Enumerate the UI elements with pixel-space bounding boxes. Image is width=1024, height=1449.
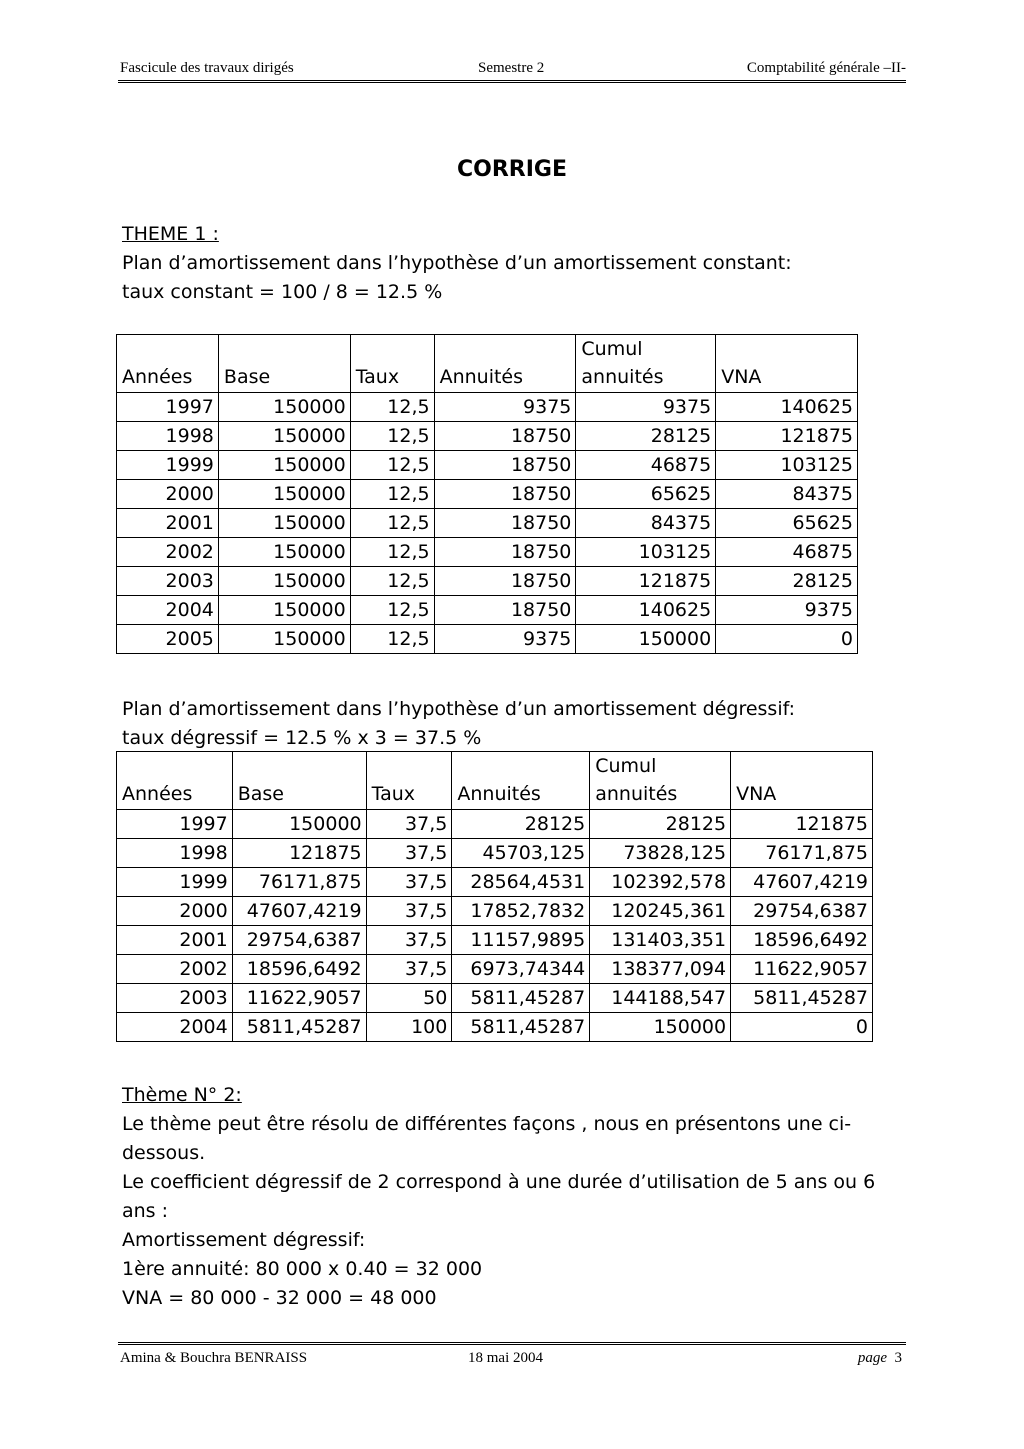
table-cell: 11157,9895 xyxy=(452,926,590,955)
table-cell: 2003 xyxy=(117,567,219,596)
header-right: Comptabilité générale –II- xyxy=(746,60,906,76)
table-cell: 150000 xyxy=(218,422,350,451)
table-cell: 150000 xyxy=(590,1013,731,1042)
footer-rule xyxy=(118,1342,906,1345)
table-cell: 50 xyxy=(366,984,452,1013)
table-cell: 100 xyxy=(366,1013,452,1042)
table-row xyxy=(117,538,858,567)
table-cell: 121875 xyxy=(731,810,873,839)
table-cell: 84375 xyxy=(716,480,858,509)
table-row xyxy=(117,897,873,926)
table-cell: 0 xyxy=(731,1013,873,1042)
table-row xyxy=(117,596,858,625)
col-base: Base xyxy=(232,752,366,810)
table-cell: 12,5 xyxy=(350,509,434,538)
table-degressif xyxy=(116,751,873,1042)
table-cell: 5811,45287 xyxy=(731,984,873,1013)
table-row xyxy=(117,567,858,596)
page-title: CORRIGE xyxy=(457,157,567,182)
table-cell: 102392,578 xyxy=(590,868,731,897)
table-cell: 18750 xyxy=(434,422,576,451)
table-cell: 17852,7832 xyxy=(452,897,590,926)
table-cell: 121875 xyxy=(716,422,858,451)
table-row xyxy=(117,480,858,509)
table-cell: 84375 xyxy=(576,509,716,538)
table-cell: 37,5 xyxy=(366,955,452,984)
table-cell: 47607,4219 xyxy=(232,897,366,926)
col-cumul xyxy=(590,752,731,810)
table-cell: 121875 xyxy=(576,567,716,596)
col-base: Base xyxy=(218,335,350,393)
table-cell: 2002 xyxy=(117,538,219,567)
table-cell: 18750 xyxy=(434,480,576,509)
footer-page xyxy=(858,1350,902,1367)
theme2-line: Amortissement dégressif: xyxy=(122,1229,366,1251)
footer-page-label: page xyxy=(857,1350,887,1366)
theme1-line4: taux dégressif = 12.5 % x 3 = 37.5 % xyxy=(122,727,482,749)
theme1-line2: taux constant = 100 / 8 = 12.5 % xyxy=(122,281,443,303)
theme2-line: Le coefficient dégressif de 2 correspond à une durée d’utilisation de 5 ans ou 6 xyxy=(122,1171,876,1193)
table-cell: 1998 xyxy=(117,839,233,868)
table-cell: 12,5 xyxy=(350,480,434,509)
table-cell: 28125 xyxy=(716,567,858,596)
table-row xyxy=(117,422,858,451)
table-cell: 11622,9057 xyxy=(232,984,366,1013)
table-cell: 2003 xyxy=(117,984,233,1013)
table-cell: 12,5 xyxy=(350,538,434,567)
table-cell: 1997 xyxy=(117,810,233,839)
table-cell: 150000 xyxy=(232,810,366,839)
table-cell: 2001 xyxy=(117,926,233,955)
col-vna: VNA xyxy=(716,335,858,393)
col-annees: Années xyxy=(117,752,233,810)
table-cell: 37,5 xyxy=(366,868,452,897)
table-cell: 150000 xyxy=(218,393,350,422)
table-constant xyxy=(116,334,858,654)
table-cell: 150000 xyxy=(218,567,350,596)
table-cell: 140625 xyxy=(576,596,716,625)
table-cell: 9375 xyxy=(716,596,858,625)
table-cell: 2000 xyxy=(117,897,233,926)
table-cell: 76171,875 xyxy=(731,839,873,868)
table-row xyxy=(117,393,858,422)
table-cell: 65625 xyxy=(716,509,858,538)
table-cell: 45703,125 xyxy=(452,839,590,868)
col-cumul-l2: annuités xyxy=(581,366,664,388)
table-cell: 140625 xyxy=(716,393,858,422)
theme2-line: 1ère annuité: 80 000 x 0.40 = 32 000 xyxy=(122,1258,483,1280)
table-cell: 47607,4219 xyxy=(731,868,873,897)
footer-center: 18 mai 2004 xyxy=(468,1350,543,1366)
table-cell: 28125 xyxy=(576,422,716,451)
table-cell: 73828,125 xyxy=(590,839,731,868)
table-cell: 46875 xyxy=(576,451,716,480)
table-cell: 150000 xyxy=(576,625,716,654)
table-cell: 5811,45287 xyxy=(452,1013,590,1042)
table-cell: 11622,9057 xyxy=(731,955,873,984)
table-cell: 18596,6492 xyxy=(731,926,873,955)
col-vna: VNA xyxy=(731,752,873,810)
table-cell: 144188,547 xyxy=(590,984,731,1013)
table-cell: 131403,351 xyxy=(590,926,731,955)
table-cell: 150000 xyxy=(218,451,350,480)
table-cell: 28125 xyxy=(452,810,590,839)
table-row xyxy=(117,839,873,868)
table-cell: 37,5 xyxy=(366,810,452,839)
table-row xyxy=(117,810,873,839)
table-cell: 18596,6492 xyxy=(232,955,366,984)
table-row xyxy=(117,868,873,897)
header-center: Semestre 2 xyxy=(478,60,545,76)
table-cell: 2004 xyxy=(117,596,219,625)
col-annees: Années xyxy=(117,335,219,393)
page-footer xyxy=(118,1350,906,1372)
table-cell: 1998 xyxy=(117,422,219,451)
table-header-row xyxy=(117,752,873,810)
table-cell: 12,5 xyxy=(350,393,434,422)
table-cell: 1999 xyxy=(117,868,233,897)
table-cell: 150000 xyxy=(218,596,350,625)
table-row xyxy=(117,509,858,538)
theme1-line1: Plan d’amortissement dans l’hypothèse d’un amortissement constant: xyxy=(122,252,792,274)
footer-left: Amina & Bouchra BENRAISS xyxy=(120,1350,308,1366)
table-cell: 12,5 xyxy=(350,451,434,480)
table-cell: 5811,45287 xyxy=(452,984,590,1013)
col-annuites: Annuités xyxy=(434,335,576,393)
table-cell: 150000 xyxy=(218,480,350,509)
theme1-heading: THEME 1 : xyxy=(122,223,219,245)
col-taux: Taux xyxy=(366,752,452,810)
header-rule xyxy=(118,80,906,83)
table-cell: 28125 xyxy=(590,810,731,839)
table-row xyxy=(117,625,858,654)
table-cell: 2005 xyxy=(117,625,219,654)
table-cell: 2001 xyxy=(117,509,219,538)
table-cell: 37,5 xyxy=(366,926,452,955)
table-cell: 150000 xyxy=(218,538,350,567)
table-cell: 29754,6387 xyxy=(232,926,366,955)
table-cell: 37,5 xyxy=(366,897,452,926)
table-cell: 12,5 xyxy=(350,567,434,596)
table-cell: 138377,094 xyxy=(590,955,731,984)
table-cell: 121875 xyxy=(232,839,366,868)
table-cell: 150000 xyxy=(218,625,350,654)
table-cell: 150000 xyxy=(218,509,350,538)
table-row xyxy=(117,984,873,1013)
col-taux: Taux xyxy=(350,335,434,393)
table-row xyxy=(117,1013,873,1042)
table-cell: 18750 xyxy=(434,538,576,567)
table-cell: 65625 xyxy=(576,480,716,509)
table-cell: 76171,875 xyxy=(232,868,366,897)
table-cell: 18750 xyxy=(434,509,576,538)
table-cell: 46875 xyxy=(716,538,858,567)
col-cumul-l2: annuités xyxy=(595,783,678,805)
theme2-line: ans : xyxy=(122,1200,169,1222)
table-row xyxy=(117,955,873,984)
table-row xyxy=(117,451,858,480)
table-cell: 37,5 xyxy=(366,839,452,868)
table-cell: 29754,6387 xyxy=(731,897,873,926)
table-cell: 103125 xyxy=(576,538,716,567)
col-cumul xyxy=(576,335,716,393)
table-cell: 9375 xyxy=(434,393,576,422)
table-cell: 12,5 xyxy=(350,625,434,654)
theme2-line: VNA = 80 000 - 32 000 = 48 000 xyxy=(122,1287,437,1309)
table-cell: 12,5 xyxy=(350,596,434,625)
table-cell: 1997 xyxy=(117,393,219,422)
table-cell: 5811,45287 xyxy=(232,1013,366,1042)
table-cell: 2000 xyxy=(117,480,219,509)
theme2-line: dessous. xyxy=(122,1142,206,1164)
col-cumul-l1: Cumul xyxy=(595,755,657,777)
table-cell: 1999 xyxy=(117,451,219,480)
theme2-heading: Thème N° 2: xyxy=(122,1084,242,1106)
table-cell: 2002 xyxy=(117,955,233,984)
table-cell: 9375 xyxy=(434,625,576,654)
col-annuites: Annuités xyxy=(452,752,590,810)
theme1-line3: Plan d’amortissement dans l’hypothèse d’un amortissement dégressif: xyxy=(122,698,796,720)
table-cell: 6973,74344 xyxy=(452,955,590,984)
table-cell: 18750 xyxy=(434,567,576,596)
table-header-row xyxy=(117,335,858,393)
page-header xyxy=(118,58,906,80)
table-cell: 103125 xyxy=(716,451,858,480)
header-left: Fascicule des travaux dirigés xyxy=(120,60,294,76)
table-cell: 12,5 xyxy=(350,422,434,451)
table-cell: 9375 xyxy=(576,393,716,422)
table-row xyxy=(117,926,873,955)
table-cell: 0 xyxy=(716,625,858,654)
table-cell: 18750 xyxy=(434,596,576,625)
table-cell: 120245,361 xyxy=(590,897,731,926)
theme2-line: Le thème peut être résolu de différentes façons , nous en présentons une ci- xyxy=(122,1113,852,1135)
table-cell: 2004 xyxy=(117,1013,233,1042)
col-cumul-l1: Cumul xyxy=(581,338,643,360)
table-cell: 28564,4531 xyxy=(452,868,590,897)
footer-page-number: 3 xyxy=(894,1350,902,1366)
table-cell: 18750 xyxy=(434,451,576,480)
